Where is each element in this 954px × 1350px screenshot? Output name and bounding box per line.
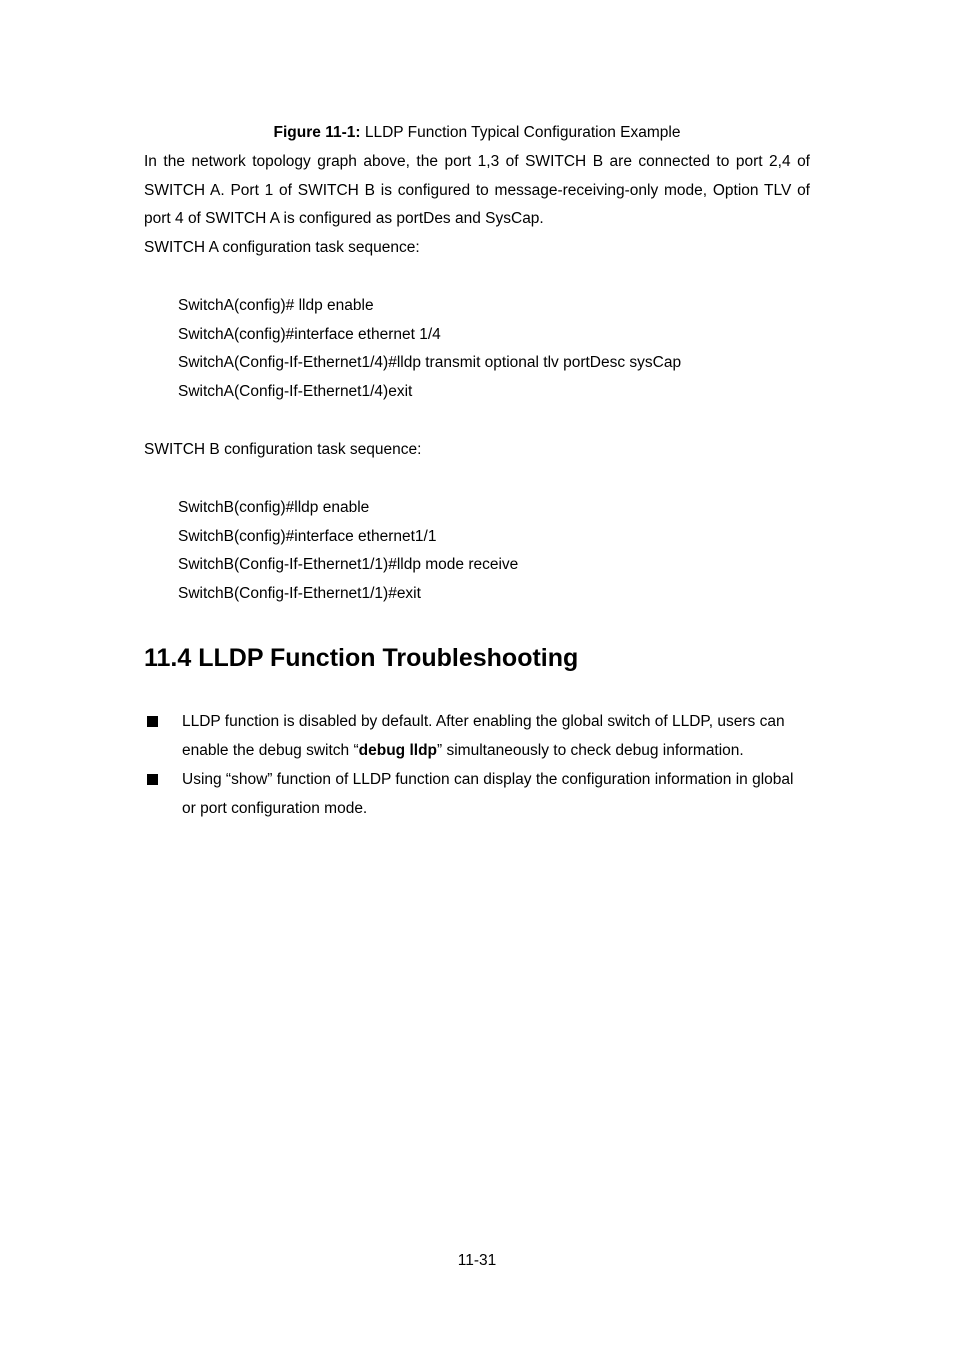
bullet-square-icon xyxy=(147,716,158,727)
bullet-line: or port configuration mode. xyxy=(182,800,368,817)
switch-a-command: SwitchA(Config-If-Ethernet1/4)exit xyxy=(178,383,413,400)
section-heading: 11.4 LLDP Function Troubleshooting xyxy=(144,644,579,672)
figure-caption xyxy=(0,123,954,143)
figure-caption-text: LLDP Function Typical Configuration Example xyxy=(360,124,681,141)
switch-a-sequence-title: SWITCH A configuration task sequence: xyxy=(144,239,420,257)
switch-a-command: SwitchA(config)#interface ethernet 1/4 xyxy=(178,326,441,343)
bullet-item xyxy=(182,765,812,823)
switch-b-command: SwitchB(Config-If-Ethernet1/1)#lldp mode receive xyxy=(178,556,519,573)
switch-b-command: SwitchB(config)#interface ethernet1/1 xyxy=(178,528,437,545)
figure-caption-label: Figure 11-1: xyxy=(273,124,361,141)
bullet-line xyxy=(182,736,812,765)
switch-a-command: SwitchA(Config-If-Ethernet1/4)#lldp transmit optional tlv portDesc sysCap xyxy=(178,354,682,371)
switch-b-sequence-title: SWITCH B configuration task sequence: xyxy=(144,441,422,458)
bullet-text-post: ” simultaneously to check debug information. xyxy=(437,742,744,759)
bullet-text-pre: enable the debug switch “ xyxy=(182,742,359,759)
page-number: 11-31 xyxy=(457,1252,497,1269)
switch-b-command: SwitchB(config)#lldp enable xyxy=(178,499,370,516)
switch-a-command: SwitchA(config)# lldp enable xyxy=(178,297,374,314)
switch-b-command: SwitchB(Config-If-Ethernet1/1)#exit xyxy=(178,585,421,602)
bullet-line: Using “show” function of LLDP function can display the configuration information in global xyxy=(182,771,794,788)
intro-line: SWITCH A. Port 1 of SWITCH B is configured to message-receiving-only mode, Option TLV of xyxy=(144,181,810,199)
intro-line: port 4 of SWITCH A is configured as portDes and SysCap. xyxy=(144,210,544,228)
debug-lldp-command: debug lldp xyxy=(358,742,438,759)
bullet-line: LLDP function is disabled by default. After enabling the global switch of LLDP, users can xyxy=(182,713,785,730)
bullet-item xyxy=(182,707,812,765)
bullet-square-icon xyxy=(147,774,158,785)
intro-paragraph xyxy=(144,148,810,263)
intro-line: In the network topology graph above, the port 1,3 of SWITCH B are connected to port 2,4 of xyxy=(144,153,810,170)
